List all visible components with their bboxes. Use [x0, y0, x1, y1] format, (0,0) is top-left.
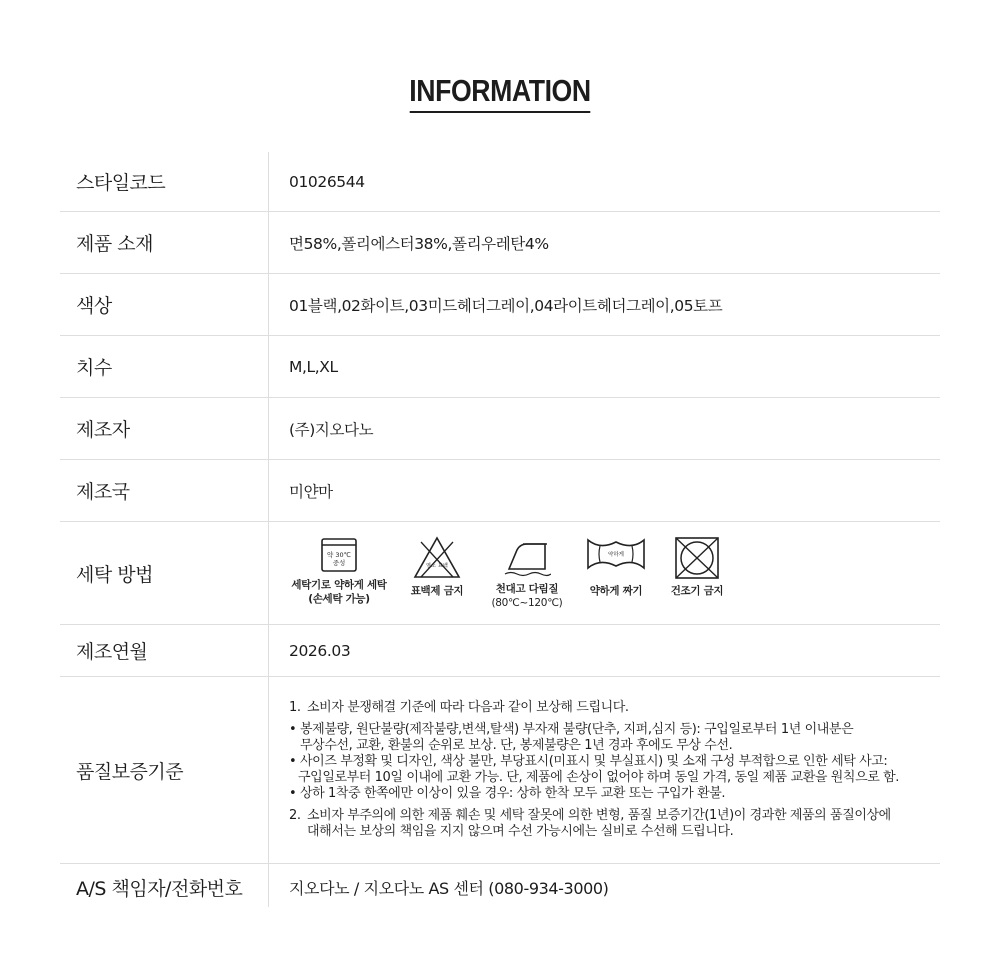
label-style-code: 스타일코드: [76, 172, 166, 194]
value-color: 01블랙,02화이트,03미드헤더그레이,04라이트헤더그레이,05토프: [289, 296, 723, 315]
caption-dryer: 건조기 금지: [670, 585, 724, 597]
quality-item-2: 2. 소비자 부주의에 의한 제품 훼손 및 세탁 잘못에 의한 변형, 품질 보증기간(1년)이 경과한 제품의 품질이상에: [289, 808, 891, 823]
value-date: 2026.03: [289, 641, 351, 660]
svg-text:표백: 표백: [438, 563, 448, 569]
row-maker: [60, 398, 940, 460]
care-item-dryer: [657, 536, 737, 598]
no-tumble-dry-icon: [674, 536, 720, 580]
iron-icon: [503, 536, 551, 578]
no-bleach-icon: [412, 536, 462, 580]
label-color: 색상: [76, 295, 112, 317]
label-country: 제조국: [76, 481, 130, 503]
label-date: 제조연월: [76, 641, 148, 663]
value-maker: (주)지오다노: [289, 420, 374, 439]
care-item-iron: [479, 536, 575, 610]
label-maker: 제조자: [76, 419, 130, 441]
caption-wash: 세탁기로 약하게 세탁 (손세탁 가능): [291, 579, 387, 605]
quality-bullet-3: • 상하 1착중 한쪽에만 이상이 있을 경우: 상하 한착 모두 교환 또는 구입가 환불.: [289, 786, 726, 801]
caption-iron: 천대고 다림질 (80℃~120℃): [491, 583, 563, 609]
quality-bullet-2-cont: 구입일로부터 10일 이내에 교환 가능. 단, 제품에 손상이 없어야 하며 동일 가격, 동일 제품 교환을 원칙으로 함.: [298, 770, 900, 785]
row-as: [60, 864, 940, 911]
caption-wring: 약하게 짜기: [589, 585, 643, 597]
label-material: 제품 소재: [76, 233, 153, 255]
care-item-bleach: [395, 536, 479, 598]
quality-item-2-cont: 대해서는 보상의 책임을 지지 않으며 수선 가능시에는 실비로 수선해 드립니다.: [307, 824, 734, 839]
row-washing: [60, 522, 940, 625]
row-color: [60, 274, 940, 336]
quality-bullet-1: • 봉제불량, 원단불량(제작불량,변색,탈색) 부자재 불량(단추, 지퍼,심지 등): 구입일로부터 1년 이내분은: [289, 722, 854, 737]
value-style-code: 01026544: [289, 172, 365, 191]
svg-text:염소: 염소: [426, 563, 436, 569]
svg-text:약하게: 약하게: [608, 552, 624, 558]
value-country: 미얀마: [289, 482, 333, 501]
label-quality: 품질보증기준: [76, 760, 184, 783]
label-size: 치수: [76, 357, 112, 379]
value-size: M,L,XL: [289, 357, 338, 376]
row-size: [60, 336, 940, 398]
svg-text:약 30℃: 약 30℃: [327, 551, 351, 559]
svg-text:중성: 중성: [332, 559, 346, 567]
row-date: [60, 625, 940, 677]
care-icons: [268, 536, 737, 610]
row-quality: [60, 677, 940, 864]
label-as: A/S 책임자/전화번호: [76, 878, 243, 900]
caption-bleach: 표백제 금지: [410, 585, 464, 597]
wash-30c-icon: [320, 536, 358, 574]
info-table: [60, 152, 940, 911]
care-item-wash: [283, 536, 395, 606]
value-material: 면58%,폴리에스터38%,폴리우레탄4%: [289, 234, 549, 253]
quality-item-1: 1. 소비자 분쟁해결 기준에 따라 다음과 같이 보상해 드립니다.: [289, 700, 629, 715]
quality-standard-text: [268, 700, 899, 840]
care-item-wring: [575, 536, 657, 598]
gentle-wring-icon: [586, 536, 646, 572]
quality-bullet-1-cont: 무상수선, 교환, 환불의 순위로 보상. 단, 봉제불량은 1년 경과 후에도 무상 수선.: [300, 738, 733, 753]
label-washing: 세탁 방법: [76, 563, 153, 586]
row-material: [60, 212, 940, 274]
value-as: 지오다노 / 지오다노 AS 센터 (080-934-3000): [289, 879, 609, 898]
row-style-code: [60, 152, 940, 212]
page-title: INFORMATION: [70, 72, 930, 110]
row-country: [60, 460, 940, 522]
quality-bullet-2: • 사이즈 부정확 및 디자인, 색상 불만, 부당표시(미표시 및 부실표시) 및 소재 구성 부적합으로 인한 세탁 사고:: [289, 754, 888, 769]
